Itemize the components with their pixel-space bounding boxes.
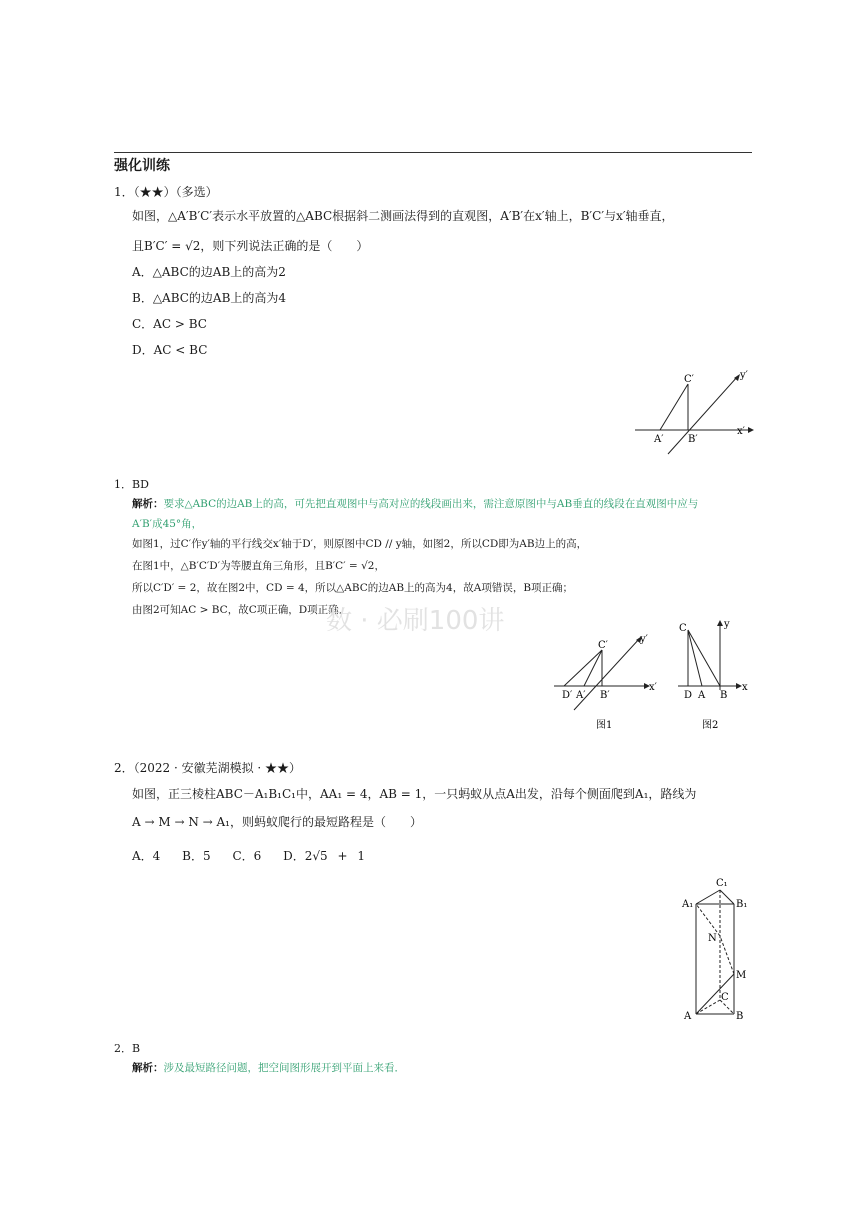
q2-header: 2．（2022 · 安徽芜湖模拟 · ★★）: [114, 761, 302, 775]
a1-fig1-label-d: D′: [562, 690, 573, 701]
a2-analysis-green: 涉及最短路径问题，把空间图形展开到平面上来看．: [163, 1062, 405, 1074]
q2-options: [132, 848, 365, 864]
a1-fig2-label-c: C: [679, 623, 687, 634]
q2-option-a: A．4: [132, 849, 161, 863]
q1-stem-line2: 且B′C′ = √2，则下列说法正确的是（ ）: [132, 239, 369, 253]
a1-fig1-label-b: B′: [600, 690, 610, 701]
a1-line-2: 在图1中，△B′C′D′为等腰直角三角形，且B′C′ = √2，: [132, 560, 385, 572]
q2-fig-label-n: N: [708, 933, 717, 944]
q1-stem-line1: 如图，△A′B′C′表示水平放置的△ABC根据斜二测画法得到的直观图，A′B′在x′轴上，B′C′与x′轴垂直，: [132, 209, 674, 223]
q2-stem-line1: 如图，正三棱柱ABC－A₁B₁C₁中，AA₁ = 4，AB = 1，一只蚂蚁从点A出发，沿每个侧面爬到A₁，路线为: [132, 787, 697, 801]
a1-analysis-green: 要求△ABC的边AB上的高，可先把直观图中与高对应的线段画出来，需注意原图中与AB垂直的线段在直观图中应与: [163, 498, 699, 510]
q2-fig-label-b: B: [736, 1011, 744, 1022]
section-title: 强化训练: [114, 158, 170, 174]
q2-fig-label-a: A: [684, 1011, 692, 1022]
a1-fig2-label-a: A: [698, 690, 706, 701]
a2-analysis: [132, 1060, 405, 1075]
a1-fig2-caption: 图2: [702, 720, 719, 731]
a1-figure-1: [552, 630, 667, 735]
a1-analysis: [132, 496, 698, 511]
a1-fig1-caption: 图1: [596, 720, 613, 731]
q1-option-b: B．△ABC的边AB上的高为4: [132, 291, 287, 305]
q1-option-c: C．AC > BC: [132, 317, 207, 331]
q2-fig-label-b1: B₁: [736, 899, 748, 910]
a1-analysis-green-2: A′B′成45°角，: [132, 518, 203, 530]
q1-fig-label-x: x′: [737, 426, 745, 437]
a1-fig1-label-y: y′: [640, 634, 648, 645]
a2-analysis-label: 解析：: [132, 1062, 164, 1074]
a1-line-3: 所以C′D′ = 2，故在图2中，CD = 4，所以△ABC的边AB上的高为4，故A项错误，B项正确；: [132, 582, 574, 594]
a1-fig2-label-b: B: [720, 690, 728, 701]
a1-fig2-label-y: y: [724, 619, 730, 630]
a1-fig1-label-c: C′: [598, 640, 608, 651]
q1-option-d: D．AC < BC: [132, 343, 208, 357]
a1-figure-2: [674, 618, 754, 735]
a1-fig2-label-x: x: [742, 682, 748, 693]
a1-fig2-label-d: D: [684, 690, 693, 701]
q1-fig-label-a: A′: [654, 434, 664, 445]
a1-analysis-label: 解析：: [132, 498, 164, 510]
q1-fig-label-b: B′: [688, 434, 698, 445]
q1-fig-label-y: y′: [740, 370, 748, 381]
a1-line-4: 由图2可知AC > BC，故C项正确，D项正确．: [132, 604, 350, 616]
a1-fig1-label-a: A′: [576, 690, 586, 701]
section-rule: [114, 152, 752, 153]
a1-line-1: 如图1，过C′作y′轴的平行线交x′轴于D′，则原图中CD // y轴，如图2，所以CD即为AB边上的高，: [132, 538, 588, 550]
q2-fig-label-m: M: [736, 970, 747, 981]
q1-header: 1．（★★）（多选）: [114, 185, 218, 199]
q2-prism-figure: [676, 874, 756, 1026]
q2-stem-line2: A → M → N → A₁，则蚂蚁爬行的最短路程是（ ）: [132, 815, 422, 829]
q1-option-a: A．△ABC的边AB上的高为2: [132, 265, 286, 279]
a1-fig1-label-x: x′: [649, 682, 657, 693]
q2-option-c: C．6: [232, 849, 262, 863]
q2-option-b: B．5: [182, 849, 211, 863]
a2-answer: 2．B: [114, 1042, 141, 1055]
watermark: 数 · 必刷100讲: [326, 606, 505, 636]
q2-fig-label-c1: C₁: [716, 878, 728, 889]
q1-figure: [630, 366, 760, 456]
q2-fig-label-a1: A₁: [682, 899, 694, 910]
q2-fig-label-c: C: [721, 992, 729, 1003]
a1-answer: 1．BD: [114, 478, 149, 491]
q2-option-d: D．2√5 + 1: [283, 849, 365, 863]
q1-fig-label-c: C′: [684, 374, 694, 385]
